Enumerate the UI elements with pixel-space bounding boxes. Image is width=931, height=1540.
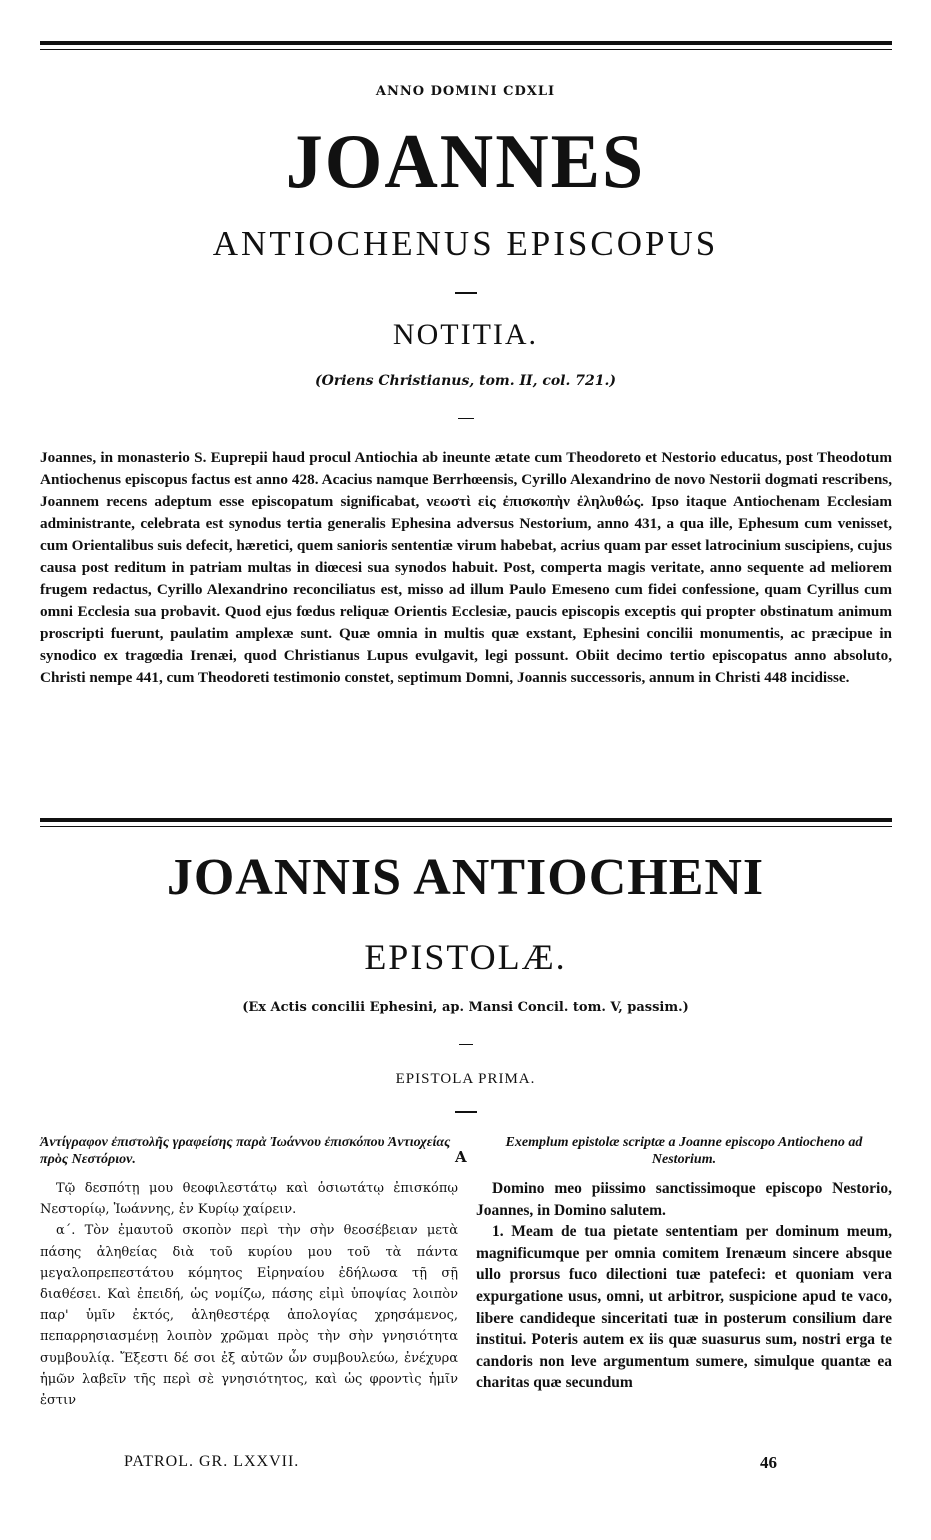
top-rule: [40, 41, 892, 45]
year-heading: ANNO DOMINI CDXLI: [375, 84, 556, 99]
latin-paragraph: 1. Meam de tua pietate sententiam per dominum meum, magnificumque per omnia comitem Irenæum sincere absque ullo prorsus fuco dilectioni tuæ patefeci: et quoniam vera expurgatione usus, omni, ut arbitror, suspicione apud te vaco, libere candideque sinceritati tuæ in posterum consilium dare institui. Poteris autem ex iis quæ suasurus sum, nostri erga te candoris non leve argumentum sumere, simulque quantæ ea charitas quæ secundum: [476, 1223, 892, 1392]
separator-dash: [458, 418, 474, 419]
notitia-paragraph: Joannes, in monasterio S. Euprepii haud procul Antiochia ab ineunte ætate cum Theodoreto et Nestorio educatus, post Theodotum Antiochenus episcopus factus est anno 428. Acacius namque Berrhœensis, Cyrillo Alexandrino de novo Nestorii dogmati rescribens, Joannem recens adeptum esse episcopatum significabat, νεωστὶ εἰς ἐπισκοπὴν ἐληλυθώς. Ipso itaque Antiochenam Ecclesiam administrante, celebrata est synodus tertia generalis Ephesina adversus Nestorium, anno 431, a qua ille, Ephesum cum venisset, cum Orientalibus suis defecit, hæretici, quem sanioris sententiæ virum habebat, acrius quam par esset latrocinium suscipiens, cujus causa post reditum in patriam multas in diœcesi sua synodos habuit. Post, comperta magis veritate, anno sequente ad meliorem frugem redactus, Cyrillo Alexandrino reconciliatus est, misso ad illum Paulo Emeseno cum fidei confessione, quam Cyrillus cum omni Ecclesia sua probavit. Quod ejus fœdus reliquæ Orientis Ecclesiæ, paucis episcopis exceptis qui propter obstinatum animum proscripti fuerunt, paulatim amplexæ sunt. Quæ omnia in multis quæ exstant, Ephesini concilii monumentis, ac præcipue in synodico ex tragœdia Irenæi, quod Christianus Lupus evulgavit, legi possunt. Obiit decimo tertio episcopatus anno absoluto, Christi nempe 441, cum Theodoreti testimonio constet, septimum Domni, Joannis successoris, annum in Christi 448 incidisse.: [40, 449, 892, 686]
latin-salutation: Domino meo piissimo sanctissimoque episcopo Nestorio, Joannes, in Domino salutem.: [476, 1180, 892, 1219]
page-number: 46: [760, 1453, 777, 1472]
greek-paragraph: α΄. Τὸν ἐμαυτοῦ σκοπὸν περὶ τὴν σὴν θεοσέβειαν μετὰ πάσης ἀληθείας διὰ τοῦ κυρίου μου τοῦ τὰ πάντα μεγαλοπρεπεστάτου κόμητος Εἰρηναίου ἐδήλωσα τῇ σῇ διαθέσει. Καὶ ἐπειδή, ὡς νομίζω, πάσης εἰμὶ ὑποψίας λοιπὸν παρ' ὑμῖν ἐκτός, ἀληθεστέρᾳ ἀπολογίας χρησάμενος, πεπαρρησιασμένῃ λοιπὸν χρῶμαι πρὸς τὴν σὴν γνησιότητα συμβουλίᾳ. Ἔξεστι δέ σοι ἐξ αὐτῶν ὧν συμβουλεύω, ἐνέχυρα ἡμῶν λαβεῖν τῆς περὶ σὲ γνησιότητος, καὶ ὡς φροντὶς ἡμῖν ἐστιν: [40, 1223, 458, 1409]
column-marker: A: [455, 1148, 467, 1166]
separator-dash: [455, 292, 477, 294]
greek-salutation: Τῷ δεσπότῃ μου θεοφιλεστάτῳ καὶ ὁσιωτάτῳ ἐπισκόπῳ Νεστορίῳ, Ἰωάννης, ἐν Κυρίῳ χαίρειν.: [40, 1181, 458, 1218]
separator-dash: [455, 1111, 477, 1113]
author-title: JOANNES: [285, 118, 646, 206]
greek-heading: Ἀντίγραφον ἐπιστολῆς γραφείσης παρὰ Ἰωάννου ἐπισκόπου Ἀντιοχείας πρὸς Νεστόριον.: [40, 1135, 451, 1167]
letter-heading: EPISTOLA PRIMA.: [395, 1071, 536, 1087]
latin-heading: Exemplum epistolæ scriptæ a Joanne episcopo Antiocheno ad Nestorium.: [505, 1135, 863, 1167]
work-title: JOANNIS ANTIOCHENI: [166, 849, 765, 906]
middle-rule-thin: [40, 826, 892, 827]
author-subtitle: ANTIOCHENUS EPISCOPUS: [212, 224, 719, 263]
top-rule-thin: [40, 49, 892, 50]
separator-dash: [459, 1044, 473, 1045]
source-citation: (Oriens Christianus, tom. II, col. 721.): [315, 373, 616, 389]
latin-column: [476, 1134, 892, 1394]
section-heading: NOTITIA.: [392, 318, 539, 351]
greek-column: [40, 1134, 458, 1411]
work-subtitle: EPISTOLÆ.: [364, 937, 567, 977]
middle-rule: [40, 818, 892, 822]
footer-series: PATROL. GR. LXXVII.: [124, 1453, 300, 1470]
work-source: (Ex Actis concilii Ephesini, ap. Mansi Concil. tom. V, passim.): [242, 1000, 689, 1015]
